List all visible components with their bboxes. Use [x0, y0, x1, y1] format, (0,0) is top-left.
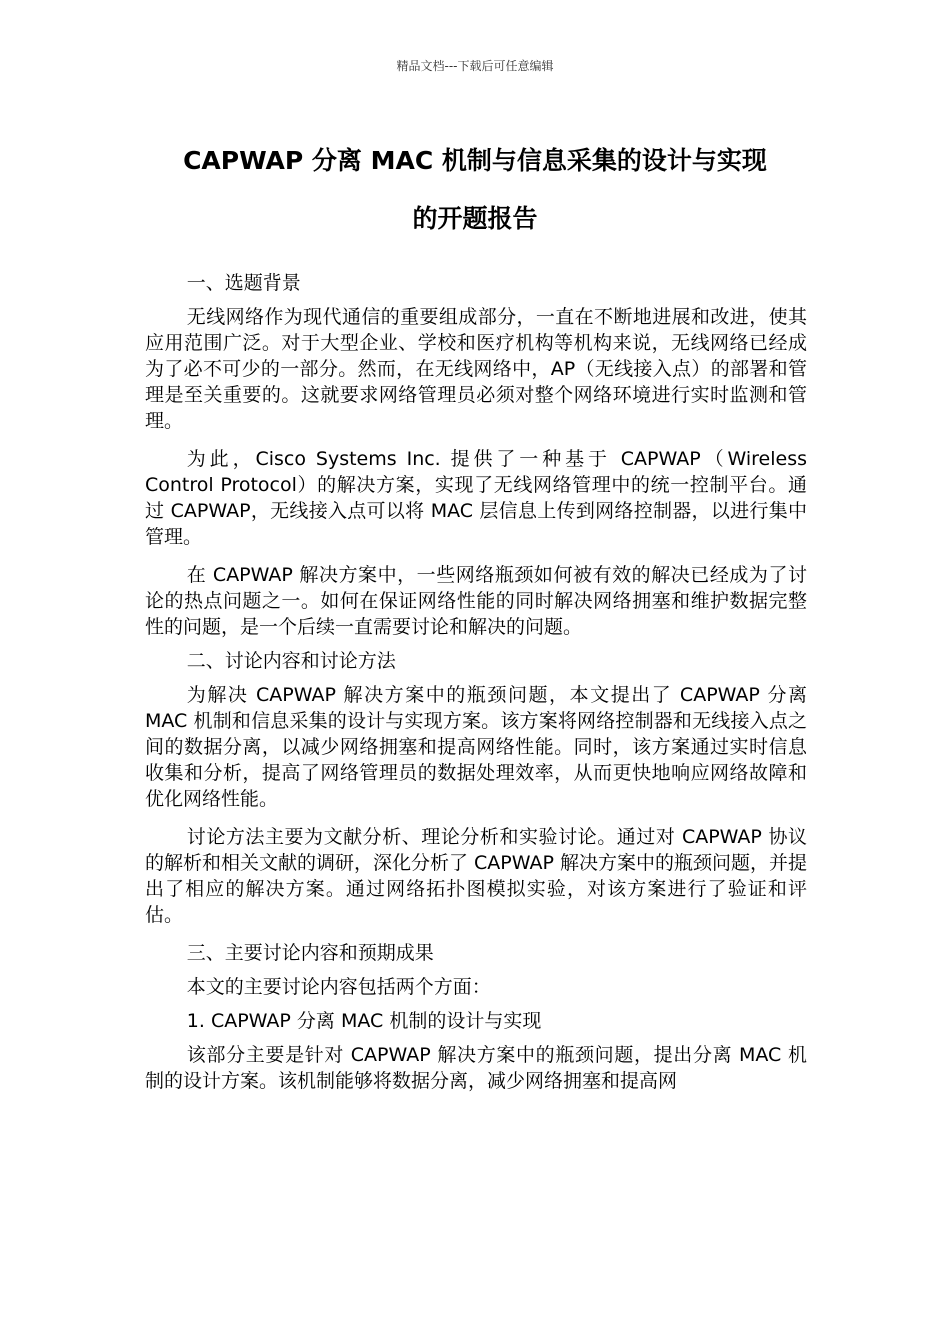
section-heading-background: 一、选题背景 [186, 272, 301, 294]
document-body [145, 270, 807, 1106]
paragraph-background-3: 在 CAPWAP 解决方案中，一些网络瓶颈如何被有效的解决已经成为了讨论的热点问题之一。如何在保证网络性能的同时解决网络拥塞和维护数据完整性的问题，是一个后续一直需要讨论和解决的问题。 [145, 564, 807, 638]
paragraph-methods-1: 为解决 CAPWAP 解决方案中的瓶颈问题，本文提出了 CAPWAP 分离 MAC 机制和信息采集的设计与实现方案。该方案将网络控制器和无线接入点之间的数据分离，以减少网络拥塞和提高网络性能。同时，该方案通过实时信息收集和分析，提高了网络管理员的数据处理效率，从而更快地响应网络故障和优化网络性能。 [145, 684, 807, 810]
paragraph-background-1: 无线网络作为现代通信的重要组成部分，一直在不断地进展和改进，使其应用范围广泛。对于大型企业、学校和医疗机构等机构来说，无线网络已经成为了必不可少的一部分。然而，在无线网络中，AP（无线接入点）的部署和管理是至关重要的。这就要求网络管理员必须对整个网络环境进行实时监测和管理。 [145, 306, 807, 432]
page-header: 精品文档---下载后可任意编辑 [396, 59, 554, 73]
paragraph-subsection-1: 该部分主要是针对 CAPWAP 解决方案中的瓶颈问题，提出分离 MAC 机制的设计方案。该机制能够将数据分离，减少网络拥塞和提高网 [145, 1044, 807, 1092]
title-line-2: 的开题报告 [412, 204, 538, 233]
content-intro: 本文的主要讨论内容包括两个方面： [186, 976, 491, 998]
document-title [130, 132, 820, 248]
section-heading-methods: 二、讨论内容和讨论方法 [186, 650, 396, 672]
subsection-heading-1: 1. CAPWAP 分离 MAC 机制的设计与实现 [186, 1010, 542, 1032]
paragraph-background-2: 为此，Cisco Systems Inc. 提供了一种基于 CAPWAP（Wireless Control Protocol）的解决方案，实现了无线网络管理中的统一控制平台。通过 CAPWAP，无线接入点可以将 MAC 层信息上传到网络控制器，以进行集中管理。 [145, 448, 807, 548]
section-heading-content: 三、主要讨论内容和预期成果 [186, 942, 434, 964]
title-line-1: CAPWAP 分离 MAC 机制与信息采集的设计与实现 [183, 146, 767, 175]
paragraph-methods-2: 讨论方法主要为文献分析、理论分析和实验讨论。通过对 CAPWAP 协议的解析和相关文献的调研，深化分析了 CAPWAP 解决方案中的瓶颈问题，并提出了相应的解决方案。通过网络拓扑图模拟实验，对该方案进行了验证和评估。 [145, 826, 808, 926]
